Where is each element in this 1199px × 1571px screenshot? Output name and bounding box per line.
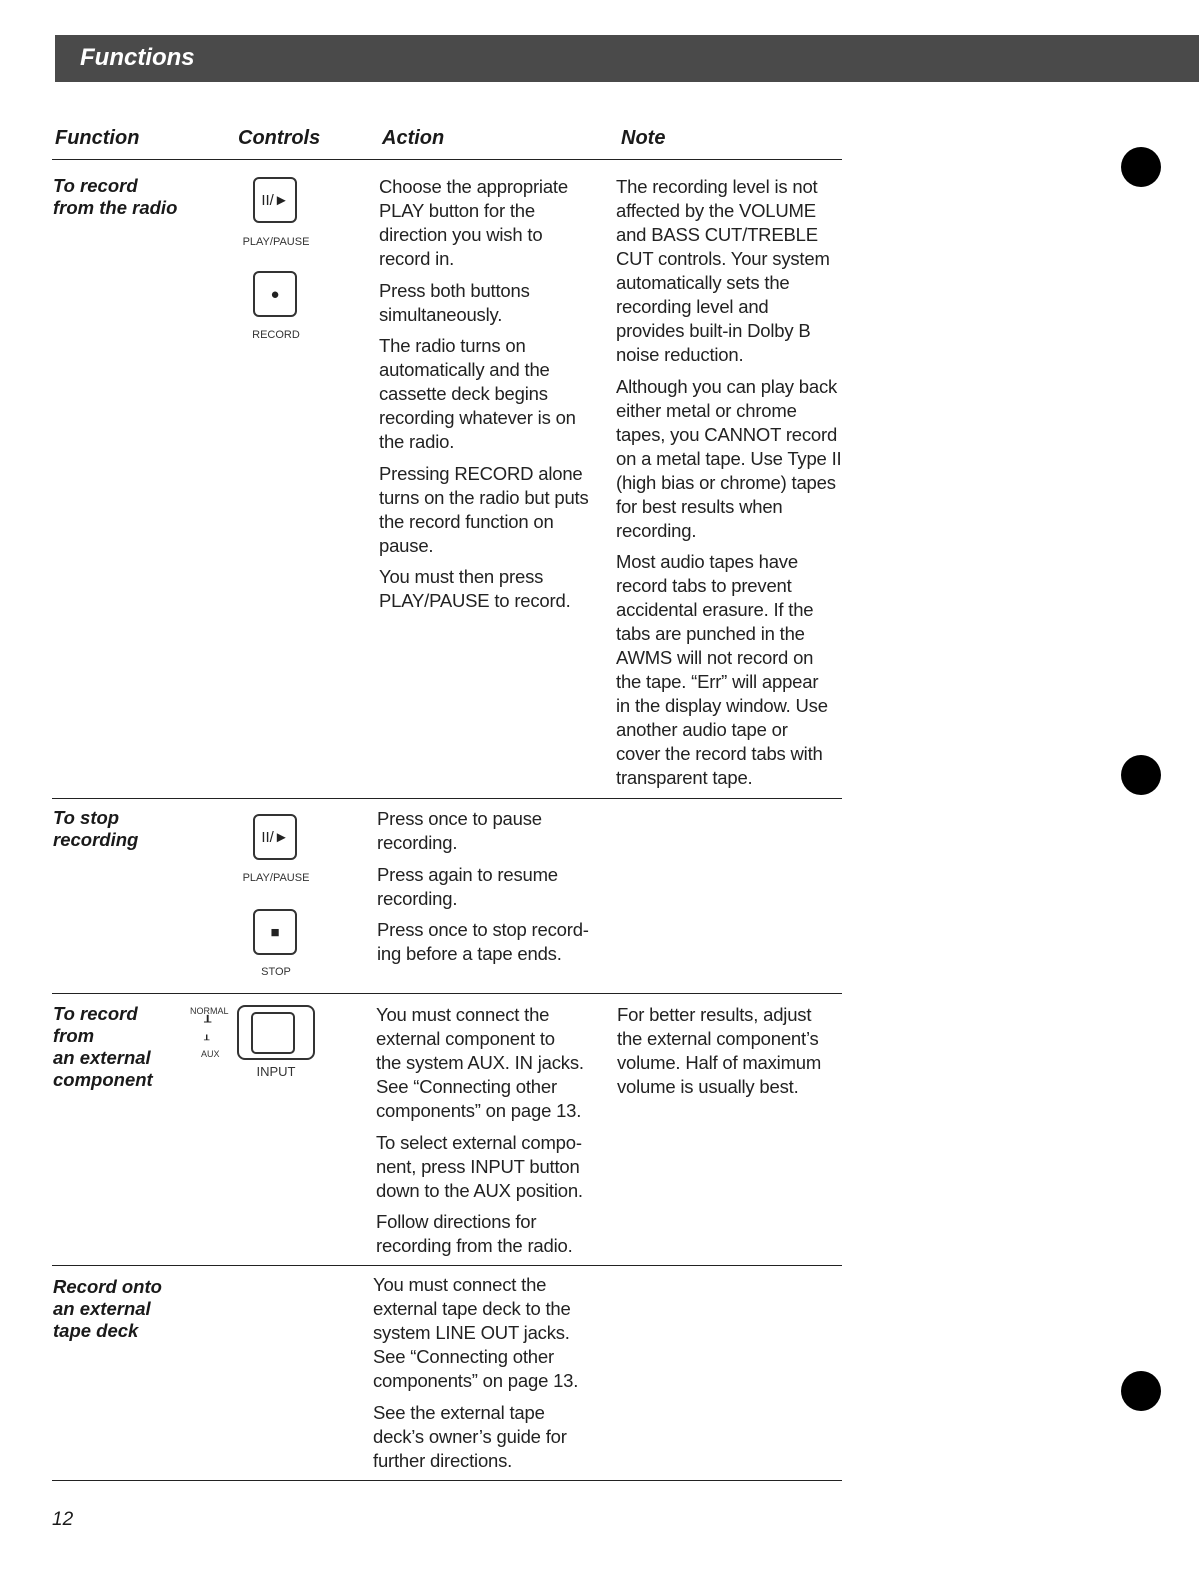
column-header-note: Note bbox=[621, 127, 666, 149]
function-label-record-radio: To record from the radio bbox=[53, 175, 178, 218]
note-paragraph: The recording level is not affected by the VOLUME and BASS CUT/TREBLE CUT controls. Your system automatically sets the recording level and provides built-in Dolby B noise reduction. bbox=[616, 176, 830, 365]
action-paragraph: The radio turns on automatically and the cassette deck begins recording whatever is on the radio. bbox=[379, 335, 576, 452]
note-text-record-radio bbox=[616, 175, 856, 798]
action-text-record-external bbox=[376, 1003, 616, 1266]
column-header-controls: Controls bbox=[238, 127, 321, 149]
action-paragraph: To select external compo- nent, press INPUT button down to the AUX position. bbox=[376, 1131, 583, 1201]
play-pause-caption: PLAY/PAUSE bbox=[242, 236, 310, 248]
note-text-record-external bbox=[617, 1003, 852, 1107]
page-number: 12 bbox=[52, 1509, 74, 1530]
play-pause-icon: II/► bbox=[261, 191, 289, 209]
action-paragraph: You must connect the external component to the system AUX. IN jacks. See “Connecting other components” on page 13. bbox=[376, 1004, 584, 1121]
action-paragraph: Press once to pause recording. bbox=[377, 808, 542, 853]
binder-hole bbox=[1121, 755, 1161, 795]
note-paragraph: Most audio tapes have record tabs to prevent accidental erasure. If the tabs are punched in the AWMS will not record on the tape. “Err” will appear in the display window. Use another audio tape or cover the record tabs with transparent tape. bbox=[616, 551, 828, 788]
record-button[interactable] bbox=[253, 271, 297, 317]
stop-caption: STOP bbox=[261, 966, 291, 978]
action-paragraph: See the external tape deck’s owner’s guide for further directions. bbox=[373, 1401, 567, 1471]
normal-position-icon: ┸ bbox=[204, 1015, 212, 1029]
play-pause-button[interactable] bbox=[253, 177, 297, 223]
record-icon: ● bbox=[270, 285, 280, 303]
note-paragraph: For better results, adjust the external component’s volume. Half of maximum volume is usually best. bbox=[617, 1004, 822, 1097]
action-text-stop-recording bbox=[377, 807, 617, 974]
aux-position-icon: ┸ bbox=[204, 1035, 210, 1045]
row-divider bbox=[52, 798, 842, 799]
play-pause-caption: PLAY/PAUSE bbox=[242, 872, 310, 884]
binder-hole bbox=[1121, 1371, 1161, 1411]
action-paragraph: Pressing RECORD alone turns on the radio but puts the record function on pause. bbox=[379, 462, 589, 556]
input-button-cap bbox=[251, 1012, 295, 1054]
input-caption: INPUT bbox=[256, 1064, 296, 1079]
switch-label-normal: NORMAL bbox=[190, 1006, 229, 1016]
section-banner bbox=[55, 35, 1199, 82]
play-pause-icon: II/► bbox=[261, 828, 289, 846]
row-divider bbox=[52, 1265, 842, 1266]
section-title: Functions bbox=[80, 44, 195, 71]
action-text-record-radio bbox=[379, 175, 614, 621]
input-button[interactable] bbox=[237, 1005, 315, 1060]
stop-icon: ■ bbox=[270, 923, 280, 941]
play-pause-button[interactable] bbox=[253, 814, 297, 860]
action-paragraph: Press again to resume recording. bbox=[377, 863, 558, 909]
function-label-record-tape-deck: Record onto an external tape deck bbox=[53, 1276, 162, 1341]
function-label-stop-recording: To stop recording bbox=[53, 807, 139, 850]
table-bottom-rule bbox=[52, 1480, 842, 1481]
column-header-action: Action bbox=[382, 127, 445, 149]
action-paragraph: You must connect the external tape deck to the system LINE OUT jacks. See “Connecting other components” on page 13. bbox=[373, 1274, 579, 1391]
action-paragraph: Press both buttons simultaneously. bbox=[379, 279, 530, 325]
binder-hole bbox=[1121, 147, 1161, 187]
switch-label-aux: AUX bbox=[201, 1049, 220, 1059]
action-text-record-tape-deck bbox=[373, 1273, 613, 1480]
action-paragraph: Choose the appropriate PLAY button for the direction you wish to record in. bbox=[379, 176, 568, 269]
row-divider bbox=[52, 993, 842, 994]
function-label-record-external: To record from an external component bbox=[53, 1003, 153, 1090]
note-paragraph: Although you can play back either metal or chrome tapes, you CANNOT record on a metal tape. Use Type II (high bias or chrome) tapes for best results when recording. bbox=[616, 375, 842, 541]
action-paragraph: Follow directions for recording from the radio. bbox=[376, 1211, 573, 1256]
header-rule bbox=[52, 159, 842, 160]
record-caption: RECORD bbox=[252, 329, 300, 341]
column-header-function: Function bbox=[55, 127, 140, 149]
stop-button[interactable] bbox=[253, 909, 297, 955]
action-paragraph: You must then press PLAY/PAUSE to record. bbox=[379, 566, 571, 611]
action-paragraph: Press once to stop record- ing before a tape ends. bbox=[377, 919, 589, 964]
